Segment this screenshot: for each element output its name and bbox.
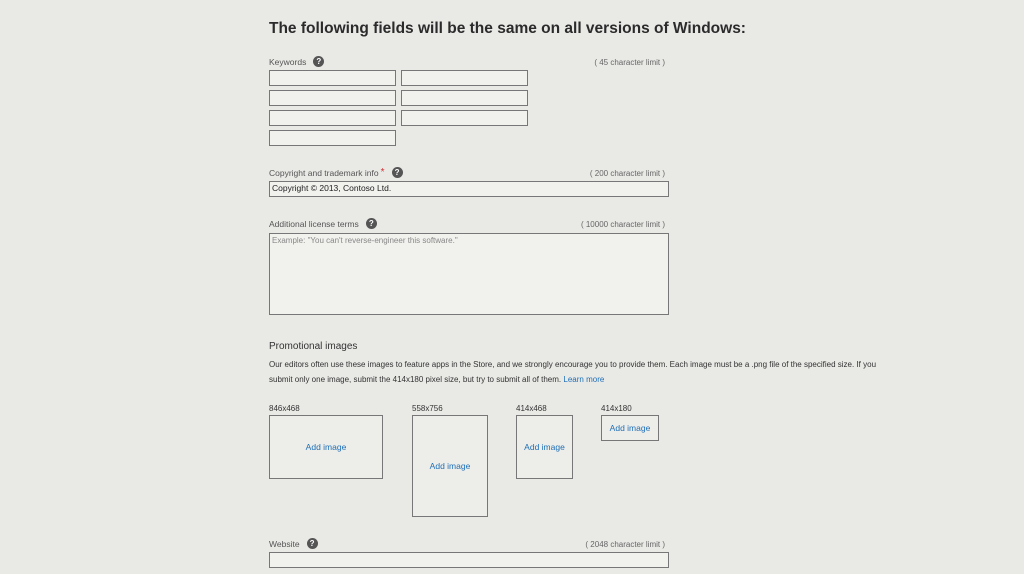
website-label (269, 538, 318, 549)
required-marker: * (380, 167, 385, 178)
license-textarea[interactable] (269, 233, 669, 315)
image-size-846x468: 846x468 (269, 404, 300, 413)
license-placeholder: Example: "You can't reverse-engineer this software." (272, 236, 458, 245)
keywords-limit: ( 45 character limit ) (594, 58, 665, 67)
website-input[interactable] (269, 552, 669, 568)
add-image-label: Add image (305, 442, 347, 452)
copyright-input[interactable] (269, 181, 669, 197)
copyright-limit: ( 200 character limit ) (589, 169, 665, 178)
promo-description (269, 358, 879, 387)
promo-description-text: Our editors often use these images to feature apps in the Store, and we strongly encourage you to provide them. Each image must be a .png file of the specified size. If you submit only one image, submit the 414x180 pixel size, but try to submit all of them. (269, 360, 877, 384)
learn-more-link[interactable]: Learn more (563, 374, 605, 384)
keyword-input-2[interactable] (401, 70, 528, 86)
copyright-label (269, 167, 403, 178)
keyword-input-1[interactable] (269, 70, 396, 86)
add-image-label: Add image (524, 442, 565, 452)
keyword-input-4[interactable] (401, 90, 528, 106)
help-icon[interactable]: ? (313, 56, 324, 67)
add-image-414x468-button[interactable] (516, 415, 573, 479)
promo-title: Promotional images (269, 341, 358, 352)
add-image-846x468-button[interactable] (269, 415, 383, 479)
keyword-input-7[interactable] (269, 130, 396, 146)
help-icon[interactable]: ? (392, 167, 403, 178)
add-image-414x180-button[interactable] (601, 415, 659, 441)
copyright-input-value: Copyright © 2013, Contoso Ltd. (272, 183, 392, 193)
image-size-414x180: 414x180 (601, 404, 632, 413)
page-heading: The following fields will be the same on all versions of Windows: (269, 20, 746, 37)
keyword-input-5[interactable] (269, 110, 396, 126)
image-size-558x756: 558x756 (412, 404, 443, 413)
keywords-label-text: Keywords (269, 56, 307, 67)
website-label-text: Website (269, 538, 300, 549)
license-limit: ( 10000 character limit ) (580, 220, 665, 229)
keywords-label (269, 56, 324, 67)
website-limit: ( 2048 character limit ) (585, 540, 665, 549)
copyright-label-text: Copyright and trademark info (269, 167, 379, 178)
license-label-text: Additional license terms (269, 218, 359, 229)
image-size-414x468: 414x468 (516, 404, 547, 413)
website-input-value (270, 553, 668, 555)
license-label (269, 218, 377, 229)
keyword-input-6[interactable] (401, 110, 528, 126)
help-icon[interactable]: ? (366, 218, 377, 229)
keyword-input-3[interactable] (269, 90, 396, 106)
add-image-label: Add image (609, 423, 651, 433)
add-image-558x756-button[interactable] (412, 415, 488, 517)
help-icon[interactable]: ? (307, 538, 318, 549)
add-image-label: Add image (429, 461, 471, 471)
